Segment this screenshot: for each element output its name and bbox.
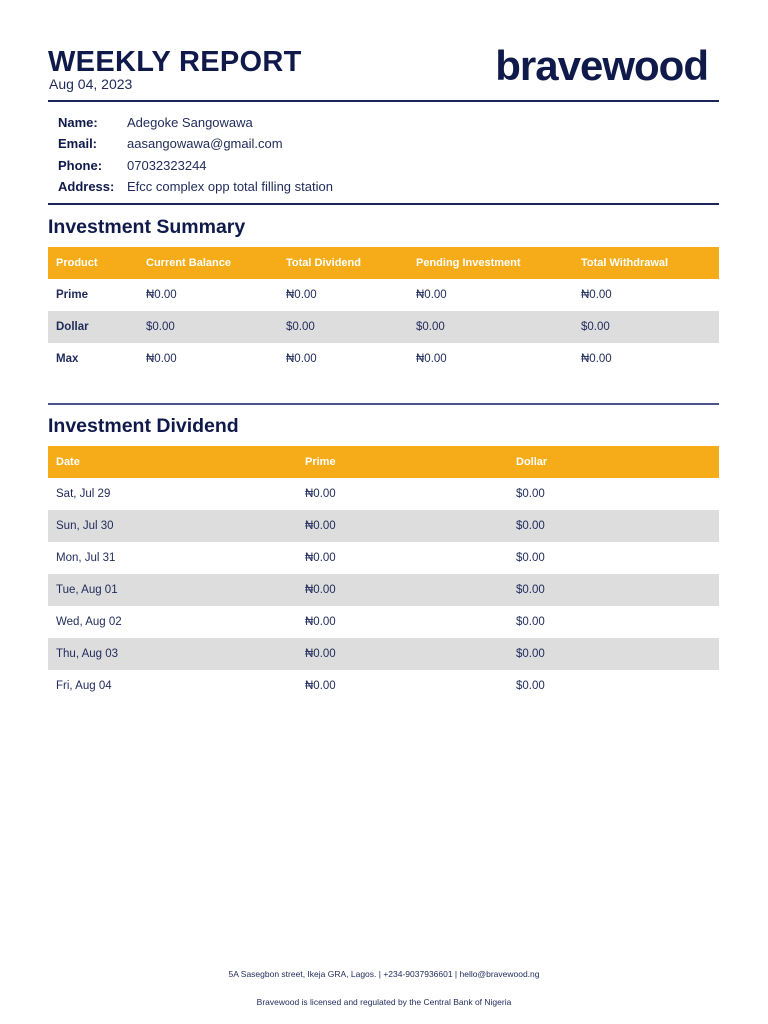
column-header: Total Dividend — [278, 247, 408, 279]
report-header — [48, 44, 720, 102]
table-cell: ₦0.00 — [286, 353, 317, 365]
info-row-phone — [58, 155, 658, 176]
table-row — [48, 279, 719, 311]
date-cell: Tue, Aug 01 — [48, 574, 297, 606]
table-cell: ₦0.00 — [416, 353, 447, 365]
table-row — [48, 311, 719, 343]
customer-info — [58, 112, 658, 197]
info-row-name — [58, 112, 658, 133]
info-label: Phone: — [58, 157, 103, 173]
info-row-address — [58, 176, 658, 197]
date-cell: Mon, Jul 31 — [56, 552, 116, 564]
table-row — [48, 574, 719, 606]
table-cell: ₦0.00 — [581, 353, 612, 365]
info-row-email — [58, 133, 658, 154]
info-label: Email: — [58, 136, 98, 152]
table-row — [48, 542, 719, 574]
product-cell: Max — [56, 353, 79, 365]
info-value: 07032323244 — [127, 157, 207, 173]
table-cell: $0.00 — [516, 680, 545, 692]
column-header: Pending Investment — [408, 247, 573, 279]
column-header: Current Balance — [138, 247, 278, 279]
product-cell: Prime — [56, 289, 88, 301]
column-header: Date — [48, 446, 297, 478]
table-row — [48, 478, 719, 510]
table-cell: ₦0.00 — [305, 488, 336, 500]
table-cell: ₦0.00 — [297, 510, 508, 542]
table-cell: $0.00 — [516, 616, 545, 628]
table-row — [48, 670, 719, 702]
info-divider — [48, 203, 719, 205]
table-header-row — [48, 247, 719, 279]
table-cell: ₦0.00 — [305, 616, 336, 628]
info-label: Address: — [58, 179, 115, 195]
table-cell: ₦0.00 — [146, 289, 177, 301]
footer-contact: 5A Sasegbon street, Ikeja GRA, Lagos. | +234-9037936601 | hello@bravewood.ng — [228, 969, 540, 979]
table-cell: ₦0.00 — [146, 353, 177, 365]
table-cell: ₦0.00 — [305, 680, 336, 692]
investment-dividend-title: Investment Dividend — [48, 415, 239, 437]
table-cell: $0.00 — [516, 552, 545, 564]
table-cell: $0.00 — [408, 311, 573, 343]
table-header-row — [48, 446, 719, 478]
table-cell: $0.00 — [508, 574, 719, 606]
column-header: Total Withdrawal — [573, 247, 719, 279]
investment-summary-title: Investment Summary — [48, 216, 246, 238]
table-cell: $0.00 — [278, 311, 408, 343]
date-cell: Sun, Jul 30 — [48, 510, 297, 542]
table-cell: $0.00 — [508, 638, 719, 670]
date-cell: Wed, Aug 02 — [56, 616, 122, 628]
table-row — [48, 510, 719, 542]
product-cell: Dollar — [48, 311, 138, 343]
bravewood-logo: bravewood — [495, 42, 708, 89]
table-row — [48, 638, 719, 670]
table-cell: $0.00 — [516, 488, 545, 500]
investment-dividend-table — [48, 446, 719, 702]
table-row — [48, 606, 719, 638]
date-cell: Thu, Aug 03 — [48, 638, 297, 670]
header-divider — [48, 100, 719, 102]
table-row — [48, 343, 719, 375]
column-header: Product — [48, 247, 138, 279]
report-date: Aug 04, 2023 — [49, 76, 133, 92]
table-cell: $0.00 — [573, 311, 719, 343]
footer-license: Bravewood is licensed and regulated by the Central Bank of Nigeria — [256, 997, 512, 1007]
column-header: Dollar — [508, 446, 719, 478]
table-cell: ₦0.00 — [297, 574, 508, 606]
info-value: aasangowawa@gmail.com — [127, 136, 283, 152]
column-header: Prime — [297, 446, 508, 478]
table-cell: $0.00 — [138, 311, 278, 343]
table-cell: ₦0.00 — [416, 289, 447, 301]
info-value: Efcc complex opp total filling station — [127, 179, 333, 195]
table-cell: ₦0.00 — [297, 638, 508, 670]
summary-divider — [48, 403, 719, 405]
info-label: Name: — [58, 115, 98, 131]
report-title: WEEKLY REPORT — [48, 46, 302, 78]
table-cell: ₦0.00 — [305, 552, 336, 564]
info-value: Adegoke Sangowawa — [127, 115, 253, 131]
table-cell: $0.00 — [508, 510, 719, 542]
investment-summary-table — [48, 247, 719, 375]
date-cell: Sat, Jul 29 — [56, 488, 111, 500]
table-cell: ₦0.00 — [581, 289, 612, 301]
table-cell: ₦0.00 — [286, 289, 317, 301]
date-cell: Fri, Aug 04 — [56, 680, 112, 692]
